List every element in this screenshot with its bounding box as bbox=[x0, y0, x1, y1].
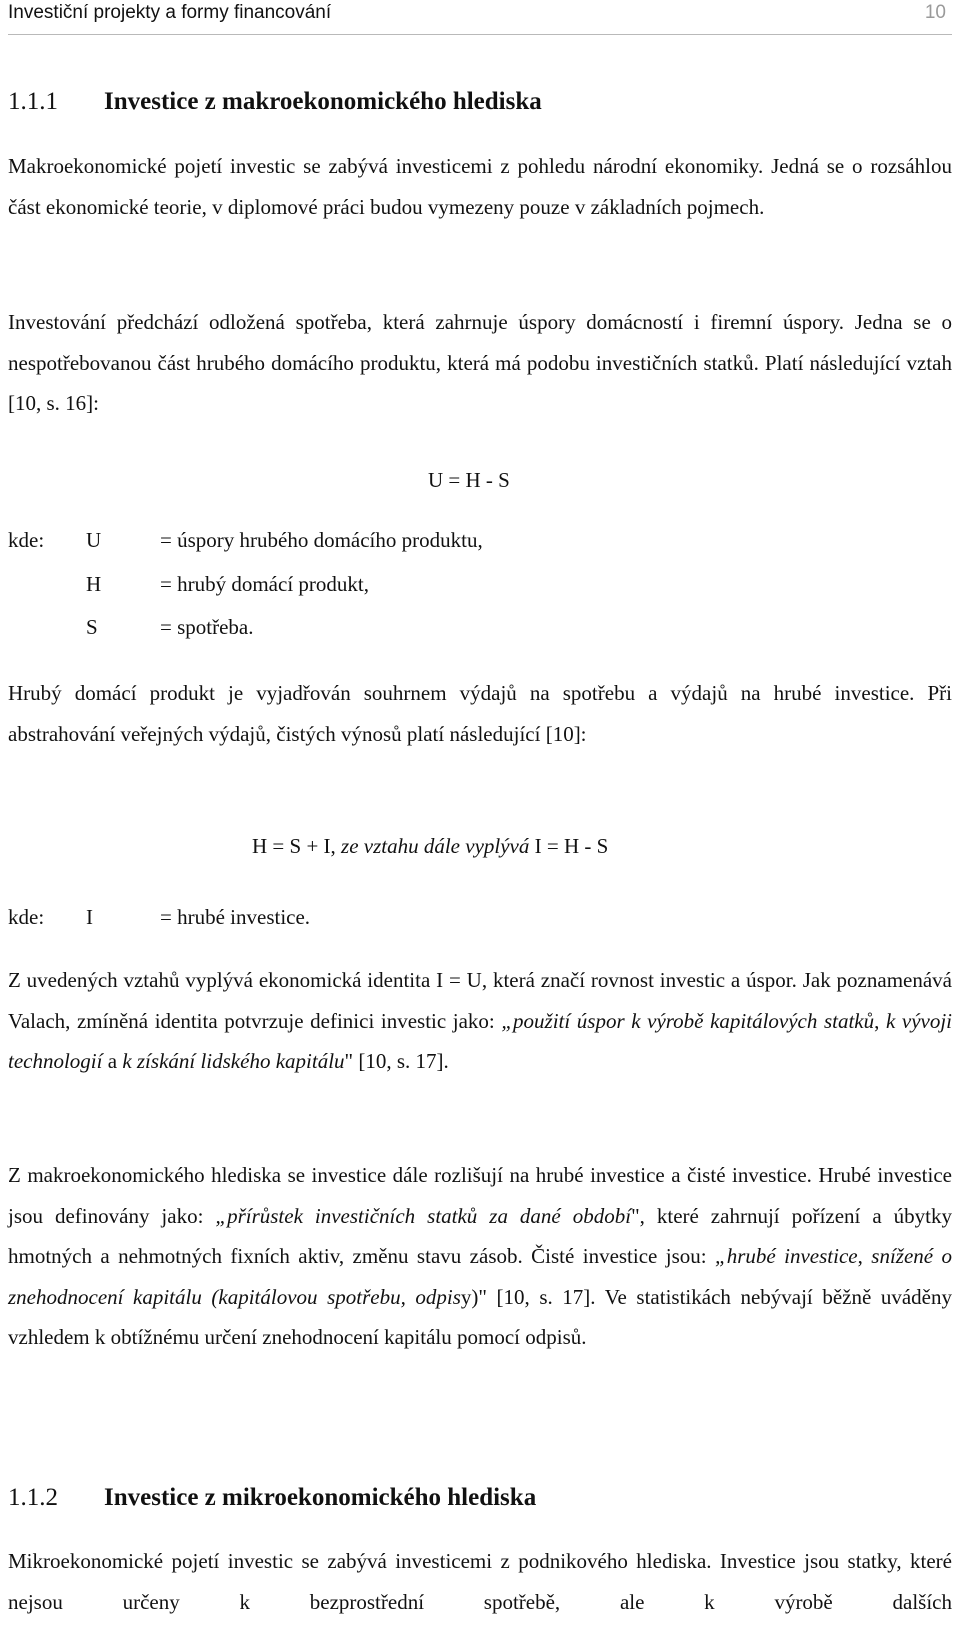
paragraph-3: Hrubý domácí produkt je vyjadřován souhrnem výdajů na spotřebu a výdajů na hrubé investice. Při abstrahování veřejných výdajů, čistých výnosů platí následující [10]: bbox=[8, 681, 952, 746]
where-description: = hrubé investice. bbox=[160, 905, 311, 929]
where-symbol: H bbox=[86, 572, 102, 596]
where-symbol: S bbox=[86, 615, 98, 639]
formula-u-h-s: U = H - S bbox=[428, 468, 510, 492]
section-title: Investice z makroekonomického hlediska bbox=[104, 88, 542, 115]
quote: k vývoji technologií bbox=[8, 1008, 953, 1073]
formula-left: H = S + I, bbox=[252, 834, 336, 858]
formula-h-s-i bbox=[252, 834, 608, 859]
where-description: = spotřeba. bbox=[160, 615, 254, 639]
where-description: = úspory hrubého domácího produktu, bbox=[160, 528, 483, 552]
section-title: Investice z mikroekonomického hlediska bbox=[104, 1484, 537, 1511]
paragraph-4: Z uvedených vztahů vyplývá ekonomická identita I = U, která značí rovnost investic a úspor. Jak poznamenává Valach, zmíněná identita potvrzuje definici investic jako: „použití úspor k výrobě kapitálových statků, k vývoji technologií a k získání lidského kapitálu" [10, s. 17]. bbox=[8, 968, 953, 1073]
paragraph-6: Mikroekonomické pojetí investic se zabývá investicemi z podnikového hlediska. Investice jsou statky, které nejsou určeny k bezprostřední spotřebě, ale k výrobě dalších bbox=[8, 1549, 952, 1614]
section-number: 1.1.2 bbox=[8, 1484, 58, 1511]
quote: k získání lidského kapitálu bbox=[122, 1049, 345, 1073]
paragraph-1: Makroekonomické pojetí investic se zabývá investicemi z pohledu národní ekonomiky. Jedná se o rozsáhlou část ekonomické teorie, v diplomové práci budou vymezeny pouze v základních pojmech. bbox=[8, 154, 952, 219]
page-header bbox=[8, 0, 952, 35]
paragraph-2: Investování předchází odložená spotřeba, která zahrnuje úspory domácností i firemní úspory. Jedna se o nespotřebovanou část hrubého domácího produktu, která má podobu investičních statků. Platí následující vztah [10, s. 16]: bbox=[8, 310, 952, 415]
quote: „přírůstek investičních statků za dané období bbox=[215, 1203, 632, 1228]
where-label: kde: bbox=[8, 905, 45, 929]
where-symbol: U bbox=[86, 528, 102, 552]
section-heading-1 bbox=[8, 88, 542, 116]
where-description: = hrubý domácí produkt, bbox=[160, 572, 369, 596]
quote: „hrubé investice bbox=[715, 1244, 858, 1268]
section-number: 1.1.1 bbox=[8, 88, 58, 115]
where-symbol: I bbox=[86, 905, 93, 929]
quote: „použití úspor k výrobě kapitálových statků bbox=[501, 1008, 875, 1033]
quote: snížené o znehodnocení kapitálu (kapitálovou spotřebu, odpis bbox=[8, 1244, 952, 1309]
formula-text: ze vztahu dále vyplývá bbox=[335, 834, 535, 858]
section-heading-2 bbox=[8, 1484, 536, 1512]
page-number: 10 bbox=[924, 2, 946, 23]
formula-right: I = H - S bbox=[534, 834, 609, 858]
where-label: kde: bbox=[8, 528, 45, 552]
paragraph-5: Z makroekonomického hlediska se investice dále rozlišují na hrubé investice a čisté investice. Hrubé investice jsou definovány jako: „přírůstek investičních statků za dané období", které zahrnují pořízení a úbytky hmotných a nehmotných fixních aktiv, změnu stavu zásob. Čisté investice jsou: „hrubé investice, snížené o znehodnocení kapitálu (kapitálovou spotřebu, odpisy)" [10, s. 17]. Ve statistikách nebývají běžně uváděny vzhledem k obtížnému určení znehodnocení kapitálu pomocí odpisů. bbox=[8, 1163, 952, 1349]
header-title: Investiční projekty a formy financování bbox=[8, 2, 332, 23]
